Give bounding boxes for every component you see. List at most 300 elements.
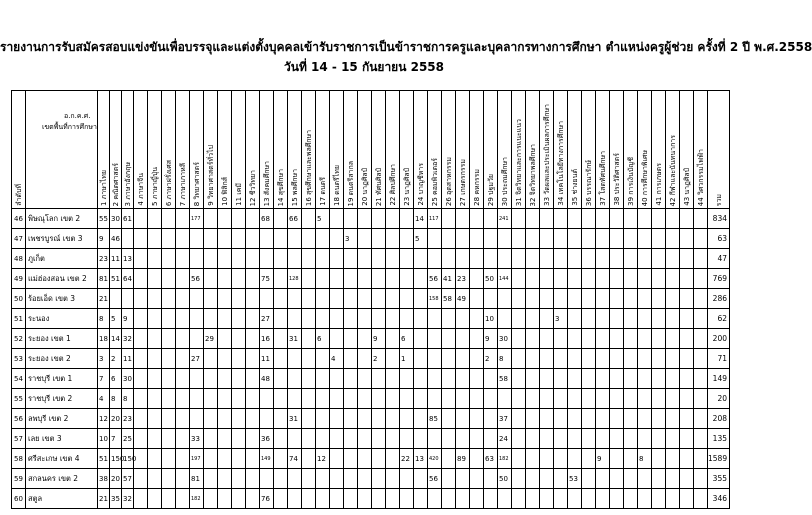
cell-subject-43 [680,329,694,349]
cell-subject-9 [204,269,218,289]
cell-subject-13 [260,409,274,429]
cell-subject-17: 6 [316,329,330,349]
cell-subject-28 [470,369,484,389]
cell-subject-4 [134,409,148,429]
table-row [12,369,730,389]
cell-subject-41 [652,229,666,249]
cell-subject-11 [232,229,246,249]
cell-subject-12 [246,229,260,249]
cell-subject-2: 150 [110,449,122,469]
cell-subject-2: 8 [110,389,122,409]
cell-subject-8 [190,249,204,269]
cell-subject-16 [302,369,316,389]
cell-subject-36 [582,369,596,389]
cell-subject-34 [554,289,568,309]
cell-subject-23 [400,369,414,389]
cell-subject-39 [624,449,638,469]
cell-subject-34: 3 [554,309,568,329]
cell-subject-38 [610,409,624,429]
cell-subject-16 [302,269,316,289]
cell-subject-10 [218,229,232,249]
cell-subject-26 [442,329,456,349]
cell-subject-32 [526,369,540,389]
cell-subject-30: 241 [498,209,512,229]
cell-subject-20 [358,269,372,289]
cell-subject-32 [526,469,540,489]
cell-subject-15: 31 [288,409,302,429]
cell-subject-15 [288,309,302,329]
cell-subject-33 [540,489,554,509]
row-number: 57 [12,429,26,449]
cell-subject-31 [512,209,526,229]
cell-subject-33 [540,289,554,309]
cell-subject-40 [638,409,652,429]
cell-subject-1: 23 [98,249,110,269]
cell-subject-44 [694,389,708,409]
cell-subject-4 [134,269,148,289]
cell-subject-1: 21 [98,489,110,509]
cell-subject-6 [162,289,176,309]
cell-subject-8 [190,289,204,309]
cell-subject-6 [162,409,176,429]
cell-subject-8: 33 [190,429,204,449]
table-row [12,329,730,349]
cell-subject-2: 2 [110,349,122,369]
row-total: 149 [708,369,730,389]
cell-subject-33 [540,389,554,409]
cell-subject-18 [330,409,344,429]
cell-subject-39 [624,469,638,489]
cell-subject-43 [680,349,694,369]
cell-subject-15 [288,349,302,369]
cell-subject-41 [652,389,666,409]
cell-subject-24 [414,309,428,329]
cell-subject-40 [638,269,652,289]
cell-subject-8: 197 [190,449,204,469]
cell-subject-18 [330,289,344,309]
cell-subject-29: 63 [484,449,498,469]
cell-subject-18: 4 [330,349,344,369]
cell-subject-6 [162,429,176,449]
cell-subject-18 [330,469,344,489]
cell-subject-25 [428,489,442,509]
cell-subject-2: 20 [110,409,122,429]
row-total: 355 [708,469,730,489]
cell-subject-6 [162,349,176,369]
cell-subject-25 [428,429,442,449]
cell-subject-7 [176,309,190,329]
cell-subject-9 [204,489,218,509]
cell-subject-27 [456,389,470,409]
cell-subject-43 [680,209,694,229]
cell-subject-42 [666,309,680,329]
cell-subject-44 [694,449,708,469]
cell-subject-11 [232,429,246,449]
cell-subject-38 [610,329,624,349]
cell-subject-8: 27 [190,349,204,369]
cell-subject-26 [442,429,456,449]
cell-subject-35 [568,429,582,449]
cell-subject-14 [274,269,288,289]
cell-subject-2 [110,289,122,309]
cell-subject-6 [162,469,176,489]
cell-subject-20 [358,489,372,509]
cell-subject-22 [386,309,400,329]
cell-subject-4 [134,209,148,229]
cell-subject-37 [596,309,610,329]
cell-subject-9 [204,229,218,249]
cell-subject-32 [526,489,540,509]
cell-subject-27 [456,369,470,389]
cell-subject-8: 182 [190,489,204,509]
cell-subject-13: 48 [260,369,274,389]
cell-subject-1: 3 [98,349,110,369]
cell-subject-41 [652,429,666,449]
cell-subject-39 [624,309,638,329]
cell-subject-30: 144 [498,269,512,289]
cell-subject-39 [624,349,638,369]
cell-subject-15: 74 [288,449,302,469]
cell-subject-41 [652,309,666,329]
cell-subject-25 [428,389,442,409]
cell-subject-34 [554,489,568,509]
cell-subject-35: 53 [568,469,582,489]
cell-subject-15 [288,249,302,269]
cell-subject-23 [400,429,414,449]
cell-subject-21 [372,469,386,489]
cell-subject-29 [484,289,498,309]
cell-subject-26 [442,409,456,429]
cell-subject-24: 13 [414,449,428,469]
cell-subject-42 [666,329,680,349]
cell-subject-23 [400,389,414,409]
cell-subject-23 [400,289,414,309]
cell-subject-24 [414,269,428,289]
cell-subject-19 [344,429,358,449]
cell-subject-30 [498,489,512,509]
cell-subject-19 [344,329,358,349]
cell-subject-14 [274,289,288,309]
cell-subject-10 [218,489,232,509]
cell-subject-10 [218,349,232,369]
cell-subject-9 [204,469,218,489]
cell-subject-42 [666,469,680,489]
cell-subject-38 [610,489,624,509]
header-subject-30: 30 ประถมศึกษา [498,91,512,209]
cell-subject-39 [624,269,638,289]
cell-subject-17 [316,489,330,509]
header-subject-44: 44 วิศวกรรมไฟฟ้า [694,91,708,209]
cell-subject-15 [288,369,302,389]
cell-subject-3: 9 [122,309,134,329]
cell-subject-43 [680,269,694,289]
header-subject-15: 15 พลศึกษา [288,91,302,209]
cell-subject-44 [694,309,708,329]
header-subject-32: 32 จิตวิทยาพลศึกษา [526,91,540,209]
cell-subject-21 [372,489,386,509]
cell-subject-7 [176,209,190,229]
cell-subject-34 [554,469,568,489]
header-subject-20: 20 นาฏศิลป์ [358,91,372,209]
cell-subject-20 [358,469,372,489]
cell-subject-20 [358,349,372,369]
cell-subject-24 [414,369,428,389]
cell-subject-33 [540,309,554,329]
cell-subject-42 [666,229,680,249]
cell-subject-36 [582,209,596,229]
cell-subject-10 [218,329,232,349]
cell-subject-22 [386,209,400,229]
cell-subject-6 [162,229,176,249]
cell-subject-40 [638,489,652,509]
table-row [12,269,730,289]
cell-subject-6 [162,309,176,329]
cell-subject-5 [148,489,162,509]
cell-subject-29: 2 [484,349,498,369]
cell-subject-30: 8 [498,349,512,369]
cell-subject-21 [372,209,386,229]
cell-subject-2: 46 [110,229,122,249]
cell-subject-23: 22 [400,449,414,469]
cell-subject-19 [344,369,358,389]
header-subject-3: 3 ภาษาอังกฤษ [122,91,134,209]
cell-subject-37 [596,489,610,509]
cell-subject-16 [302,469,316,489]
cell-subject-1: 12 [98,409,110,429]
cell-subject-23 [400,309,414,329]
row-total: 769 [708,269,730,289]
cell-subject-37 [596,329,610,349]
cell-subject-10 [218,309,232,329]
cell-subject-44 [694,469,708,489]
table-row [12,489,730,509]
cell-subject-1: 38 [98,469,110,489]
cell-subject-41 [652,489,666,509]
cell-subject-24: 5 [414,229,428,249]
cell-subject-21 [372,229,386,249]
cell-subject-16 [302,289,316,309]
header-subject-38: 38 ประวัติศาสตร์ [610,91,624,209]
cell-subject-4 [134,429,148,449]
header-subject-33: 33 วัดผลและประเมินผลการศึกษา [540,91,554,209]
header-subject-41: 41 การเกษตร [652,91,666,209]
cell-subject-7 [176,229,190,249]
header-subject-7: 7 ภาษาเกาหลี [176,91,190,209]
cell-subject-12 [246,209,260,229]
cell-subject-32 [526,269,540,289]
cell-subject-44 [694,409,708,429]
cell-subject-6 [162,489,176,509]
cell-subject-5 [148,309,162,329]
cell-subject-17: 5 [316,209,330,229]
cell-subject-44 [694,369,708,389]
header-row [12,91,730,209]
cell-subject-24 [414,429,428,449]
cell-subject-41 [652,449,666,469]
cell-subject-19 [344,349,358,369]
cell-subject-37: 9 [596,449,610,469]
header-subject-6: 6 ภาษาฝรั่งเศส [162,91,176,209]
cell-subject-41 [652,349,666,369]
cell-subject-37 [596,269,610,289]
cell-subject-35 [568,329,582,349]
row-number: 47 [12,229,26,249]
cell-subject-26 [442,309,456,329]
cell-subject-33 [540,249,554,269]
cell-subject-15: 128 [288,269,302,289]
cell-subject-41 [652,369,666,389]
cell-subject-6 [162,449,176,469]
cell-subject-23 [400,229,414,249]
cell-subject-1: 10 [98,429,110,449]
cell-subject-7 [176,289,190,309]
cell-subject-16 [302,449,316,469]
cell-subject-3: 25 [122,429,134,449]
cell-subject-35 [568,489,582,509]
cell-subject-21: 2 [372,349,386,369]
header-subject-17: 17 ดนตรี [316,91,330,209]
cell-subject-29 [484,209,498,229]
cell-subject-40: 8 [638,449,652,469]
cell-subject-38 [610,469,624,489]
cell-subject-23 [400,409,414,429]
cell-subject-1: 4 [98,389,110,409]
row-number: 49 [12,269,26,289]
cell-subject-10 [218,249,232,269]
cell-subject-11 [232,489,246,509]
cell-subject-17 [316,389,330,409]
cell-subject-12 [246,369,260,389]
row-number: 60 [12,489,26,509]
header-subject-36: 36 บรรณารักษ์ [582,91,596,209]
cell-subject-3: 8 [122,389,134,409]
cell-subject-3 [122,289,134,309]
header-subject-13: 13 สังคมศึกษา [260,91,274,209]
cell-subject-44 [694,269,708,289]
cell-subject-14 [274,329,288,349]
cell-subject-35 [568,249,582,269]
header-subject-10: 10 ฟิสิกส์ [218,91,232,209]
cell-subject-6 [162,389,176,409]
cell-subject-18 [330,209,344,229]
cell-subject-2: 51 [110,269,122,289]
cell-subject-28 [470,249,484,269]
cell-subject-9 [204,389,218,409]
cell-subject-32 [526,349,540,369]
cell-subject-7 [176,489,190,509]
cell-subject-8 [190,309,204,329]
cell-subject-1: 8 [98,309,110,329]
cell-subject-38 [610,309,624,329]
cell-subject-26 [442,229,456,249]
cell-subject-16 [302,209,316,229]
cell-subject-17 [316,249,330,269]
cell-subject-18 [330,269,344,289]
cell-subject-19 [344,449,358,469]
header-total: รวม [708,91,730,209]
cell-subject-17 [316,229,330,249]
cell-subject-26 [442,249,456,269]
cell-subject-43 [680,289,694,309]
row-area: ศรีสะเกษ เขต 4 [26,449,98,469]
row-total: 47 [708,249,730,269]
cell-subject-30: 182 [498,449,512,469]
cell-subject-33 [540,229,554,249]
row-total: 135 [708,429,730,449]
cell-subject-44 [694,349,708,369]
cell-subject-39 [624,329,638,349]
cell-subject-5 [148,249,162,269]
cell-subject-20 [358,249,372,269]
cell-subject-23 [400,269,414,289]
row-area: สกลนคร เขต 2 [26,469,98,489]
cell-subject-27 [456,409,470,429]
cell-subject-32 [526,449,540,469]
cell-subject-18 [330,229,344,249]
cell-subject-27 [456,249,470,269]
cell-subject-26 [442,209,456,229]
cell-subject-25 [428,229,442,249]
cell-subject-39 [624,389,638,409]
cell-subject-1: 7 [98,369,110,389]
cell-subject-5 [148,449,162,469]
cell-subject-10 [218,389,232,409]
cell-subject-11 [232,369,246,389]
cell-subject-22 [386,489,400,509]
cell-subject-7 [176,469,190,489]
cell-subject-15 [288,229,302,249]
cell-subject-33 [540,429,554,449]
cell-subject-4 [134,469,148,489]
cell-subject-26 [442,349,456,369]
row-area: เพชรบูรณ์ เขต 3 [26,229,98,249]
row-area: แม่ฮ่องสอน เขต 2 [26,269,98,289]
cell-subject-10 [218,289,232,309]
cell-subject-26 [442,449,456,469]
cell-subject-26: 41 [442,269,456,289]
cell-subject-12 [246,349,260,369]
cell-subject-31 [512,249,526,269]
cell-subject-30 [498,249,512,269]
cell-subject-5 [148,409,162,429]
cell-subject-3: 23 [122,409,134,429]
cell-subject-33 [540,329,554,349]
header-subject-11: 11 เคมี [232,91,246,209]
cell-subject-31 [512,349,526,369]
header-subject-23: 23 นาฏศิลป์ [400,91,414,209]
cell-subject-37 [596,409,610,429]
cell-subject-18 [330,329,344,349]
cell-subject-34 [554,449,568,469]
cell-subject-12 [246,269,260,289]
header-subject-39: 39 การเงินบัญชี [624,91,638,209]
cell-subject-43 [680,449,694,469]
cell-subject-36 [582,489,596,509]
cell-subject-10 [218,429,232,449]
row-area: ภูเก็ต [26,249,98,269]
cell-subject-29 [484,369,498,389]
cell-subject-13: 27 [260,309,274,329]
cell-subject-6 [162,369,176,389]
cell-subject-13 [260,469,274,489]
header-subject-27: 27 เกษตรกรรม [456,91,470,209]
cell-subject-20 [358,229,372,249]
cell-subject-2: 7 [110,429,122,449]
cell-subject-40 [638,229,652,249]
cell-subject-25: 158 [428,289,442,309]
cell-subject-13: 76 [260,489,274,509]
cell-subject-39 [624,209,638,229]
